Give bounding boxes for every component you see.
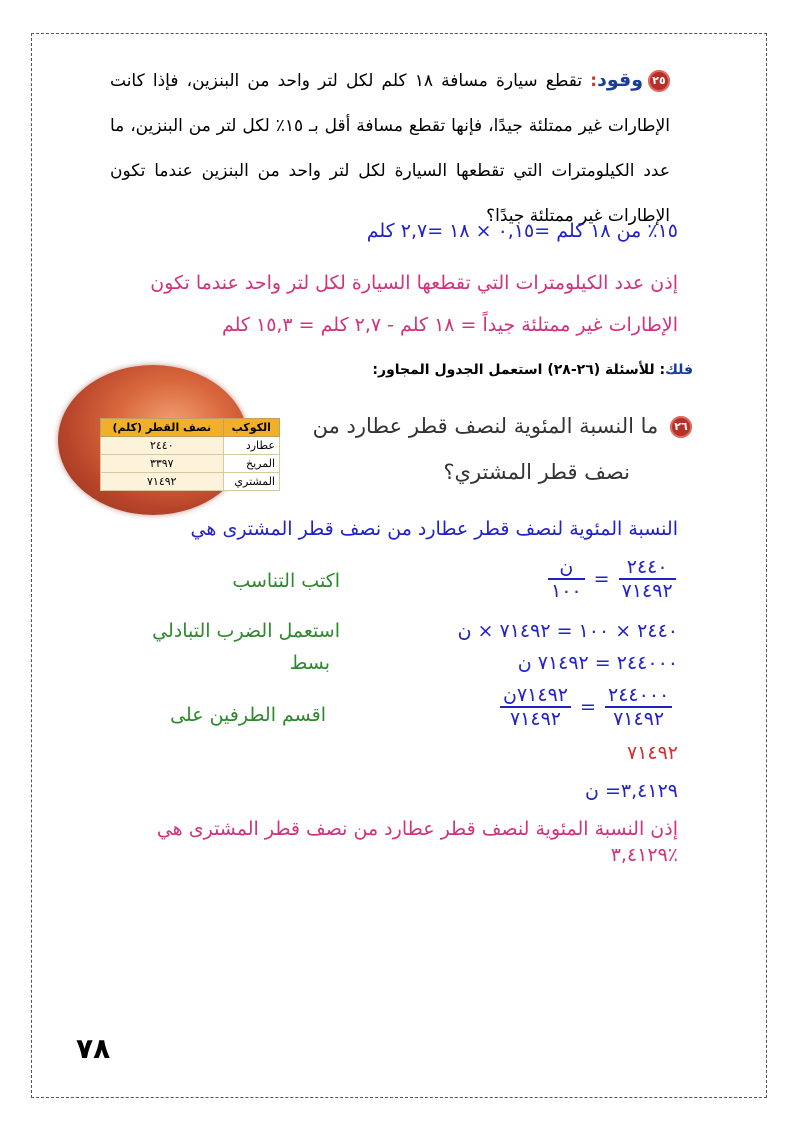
problem-number-badge: ٢٥ — [648, 70, 670, 92]
fraction-numerator: ٢٤٤٠٠٠ — [605, 684, 672, 708]
divisor-value: ٧١٤٩٢ — [626, 742, 678, 764]
fraction-71492n-over-71492 — [500, 684, 571, 730]
problem-keyword: وقود — [597, 69, 644, 91]
solution-26-intro: النسبة المئوية لنصف قطر عطارد من نصف قطر المشترى هي — [190, 518, 678, 540]
cross-multiply-equation: ٢٤٤٠ × ١٠٠ = ٧١٤٩٢ × ن — [457, 620, 678, 642]
step-note-cross-multiply: استعمل الضرب التبادلي — [152, 620, 340, 642]
fraction-numerator: ٧١٤٩٢ن — [500, 684, 571, 708]
fraction-numerator: ٢٤٤٠ — [619, 556, 676, 580]
conclusion-line-2: ٣,٤١٢٩٪ — [610, 844, 678, 866]
table-header-radius: نصف القطر (كلم) — [101, 419, 224, 437]
equals-sign: = — [593, 568, 610, 590]
equals-sign: = — [580, 696, 596, 718]
astronomy-text: : للأسئلة (٢٦-٢٨) استعمل الجدول المجاور: — [372, 362, 666, 378]
fraction-denominator: ١٠٠ — [551, 580, 582, 602]
fraction-244000-over-71492 — [605, 684, 672, 730]
fraction-n-over-100 — [548, 556, 585, 602]
fraction-numerator: ن — [548, 556, 585, 580]
page-number: ٧٨ — [76, 1032, 111, 1065]
problem-26-line-1 — [313, 414, 692, 438]
table-cell-radius: ٢٤٤٠ — [101, 437, 224, 455]
table-cell-planet: المشتري — [223, 473, 279, 491]
problem-25 — [110, 58, 670, 239]
table-row — [101, 473, 280, 491]
planet-radius-table — [100, 418, 280, 491]
solution-25-line-1: ١٥٪ من ١٨ كلم =٠,١٥ × ١٨ =٢,٧ كلم — [366, 220, 678, 242]
step-note-write-proportion: اكتب التناسب — [232, 570, 340, 592]
conclusion-line-1: إذن النسبة المئوية لنصف قطر عطارد من نصف قطر المشترى هي — [156, 818, 678, 840]
table-cell-radius: ٧١٤٩٢ — [101, 473, 224, 491]
fraction-denominator: ٧١٤٩٢ — [509, 708, 561, 730]
problem-26-line-2: نصف قطر المشتري؟ — [443, 460, 630, 484]
division-equation — [500, 684, 672, 730]
astronomy-keyword: فلك — [665, 362, 693, 378]
problem-text: تقطع سيارة مسافة ١٨ كلم لكل لتر واحد من البنزين، فإذا كانت الإطارات غير ممتلئة جيدًا، فإنها تقطع مسافة أقل بـ ١٥٪ لكل لتر من البنزين، ما عدد الكيلومترات التي تقطعها السيارة لكل لتر واحد من البنزين عندما تكون الإطارات غير ممتلئة جيدًا؟ — [110, 71, 670, 226]
table-row — [101, 455, 280, 473]
table-header-planet: الكوكب — [223, 419, 279, 437]
simplify-equation: ٢٤٤٠٠٠ = ٧١٤٩٢ ن — [517, 652, 678, 674]
table-cell-planet: عطارد — [223, 437, 279, 455]
keyword-separator: : — [590, 71, 598, 91]
proportion-equation — [548, 556, 676, 602]
step-note-simplify: بسط — [289, 652, 330, 674]
table-row — [101, 437, 280, 455]
fraction-denominator: ٧١٤٩٢ — [621, 580, 673, 602]
astronomy-instruction — [372, 362, 693, 378]
problem-number-badge: ٢٦ — [670, 416, 692, 438]
table-cell-radius: ٣٣٩٧ — [101, 455, 224, 473]
fraction-denominator: ٧١٤٩٢ — [613, 708, 665, 730]
step-note-divide: اقسم الطرفين على — [170, 704, 326, 726]
problem-26-text-1: ما النسبة المئوية لنصف قطر عطارد من — [312, 414, 659, 438]
fraction-2440-over-71492 — [619, 556, 676, 602]
solution-25-line-3: الإطارات غير ممتلئة جيداً = ١٨ كلم - ٢,٧ كلم = ١٥,٣ كلم — [221, 314, 678, 336]
result-equation: ٣,٤١٢٩= ن — [585, 780, 678, 802]
solution-25-line-2: إذن عدد الكيلومترات التي تقطعها السيارة لكل لتر واحد عندما تكون — [150, 272, 678, 294]
table-cell-planet: المريخ — [223, 455, 279, 473]
